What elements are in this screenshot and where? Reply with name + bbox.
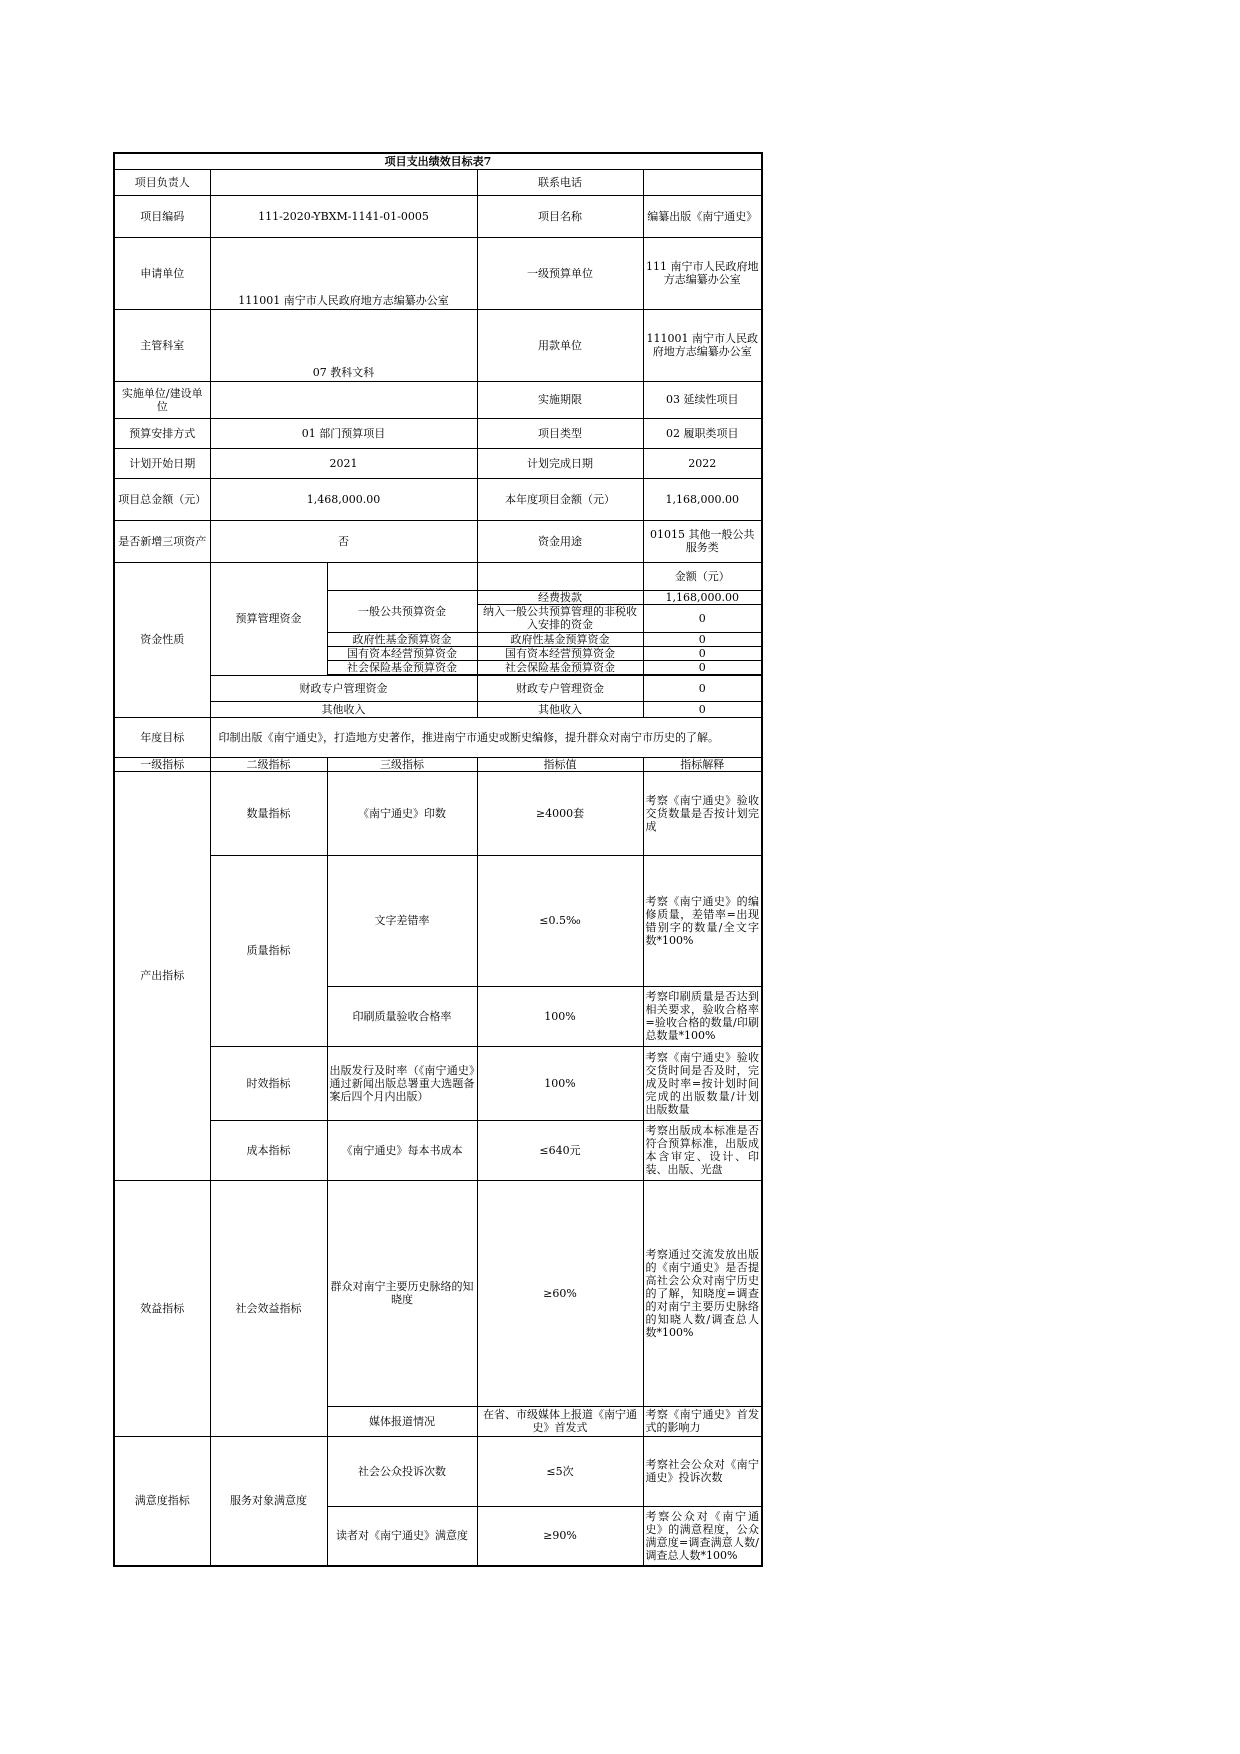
label-first-unit: 一级预算单位	[477, 237, 643, 309]
label-dept: 主管科室	[114, 309, 210, 381]
label-budget-mode: 预算安排方式	[114, 418, 210, 448]
label-impl-unit: 实施单位/建设单位	[114, 381, 210, 418]
indicator-note: 考察印刷质量是否达到相关要求，验收合格率=验收合格的数量/印刷总数量*100%	[643, 986, 762, 1046]
indicator-item: 出版发行及时率（《南宁通史》通过新闻出版总署重大选题备案后四个月内出版）	[327, 1046, 477, 1120]
value-year-total: 1,168,000.00	[643, 478, 762, 520]
label-satisfaction: 满意度指标	[114, 1436, 210, 1566]
value-phone	[643, 169, 762, 195]
indicator-note: 考察出版成本标准是否符合预算标准，出版成本含审定、设计、印装、出版、光盘	[643, 1120, 762, 1180]
label-year-total: 本年度项目金额（元）	[477, 478, 643, 520]
indicator-value: 100%	[477, 986, 643, 1046]
label-user-unit: 用款单位	[477, 309, 643, 381]
indicator-item: 《南宁通史》印数	[327, 771, 477, 855]
indicator-item: 社会公众投诉次数	[327, 1436, 477, 1506]
value-period: 03 延续性项目	[643, 381, 762, 418]
label-total: 项目总金额（元）	[114, 478, 210, 520]
fund-blank-b	[477, 562, 643, 590]
fund-row-category: 国有资本经营预算资金	[327, 646, 477, 660]
indicator-value: ≤640元	[477, 1120, 643, 1180]
indicator-item: 印刷质量验收合格率	[327, 986, 477, 1046]
fund-row-value: 0	[643, 604, 762, 632]
indicator-value: ≥4000套	[477, 771, 643, 855]
annual-goal-text: 印制出版《南宁通史》，打造地方史著作，推进南宁市通史或断史编修，提升群众对南宁市历史的了解。	[210, 717, 762, 757]
indicator-item: 媒体报道情况	[327, 1406, 477, 1436]
indicator-value: ≥60%	[477, 1180, 643, 1406]
value-end: 2022	[643, 448, 762, 478]
value-name: 编纂出版《南宁通史》	[643, 195, 762, 237]
indicator-note: 考察《南宁通史》首发式的影响力	[643, 1406, 762, 1436]
indicator-item: 读者对《南宁通史》满意度	[327, 1506, 477, 1566]
indicator-note: 考察社会公众对《南宁通史》投诉次数	[643, 1436, 762, 1506]
value-applicant: 111001 南宁市人民政府地方志编纂办公室	[210, 237, 477, 309]
indicator-value: 100%	[477, 1046, 643, 1120]
fund-row-value: 0	[643, 660, 762, 674]
label-timeliness: 时效指标	[210, 1046, 327, 1120]
fund-special-category: 财政专户管理资金	[210, 675, 477, 701]
indicator-value: ≤0.5‰	[477, 855, 643, 986]
label-cost: 成本指标	[210, 1120, 327, 1180]
label-quantity: 数量指标	[210, 771, 327, 855]
fund-row-label: 社会保险基金预算资金	[477, 660, 643, 674]
indicator-note: 考察《南宁通史》验收交货时间是否及时，完成及时率=按计划时间完成的出版数量/计划出版数量	[643, 1046, 762, 1120]
fund-row-label: 纳入一般公共预算管理的非税收入安排的资金	[477, 604, 643, 632]
value-manager	[210, 169, 477, 195]
value-impl-unit	[210, 381, 477, 418]
label-start: 计划开始日期	[114, 448, 210, 478]
fund-row-category: 政府性基金预算资金	[327, 632, 477, 646]
fund-row-value: 0	[643, 646, 762, 660]
label-budget-managed: 预算管理资金	[210, 562, 327, 675]
label-type: 项目类型	[477, 418, 643, 448]
value-new-asset: 否	[210, 520, 477, 562]
indicator-value: ≥90%	[477, 1506, 643, 1566]
performance-table	[113, 152, 763, 1567]
fund-row-value: 0	[643, 632, 762, 646]
fund-row-label: 政府性基金预算资金	[477, 632, 643, 646]
indicator-item: 文字差错率	[327, 855, 477, 986]
indicator-note: 考察《南宁通史》的编修质量，差错率=出现错别字的数量/全文字数*100%	[643, 855, 762, 986]
label-code: 项目编码	[114, 195, 210, 237]
header-value: 指标值	[477, 757, 643, 771]
fund-row-label: 经费拨款	[477, 590, 643, 604]
label-fund-nature: 资金性质	[114, 562, 210, 717]
value-dept: 07 教科文科	[210, 309, 477, 381]
label-manager: 项目负责人	[114, 169, 210, 195]
indicator-value: ≤5次	[477, 1436, 643, 1506]
indicator-value: 在省、市级媒体上报道《南宁通史》首发式	[477, 1406, 643, 1436]
header-level1: 一级指标	[114, 757, 210, 771]
value-start: 2021	[210, 448, 477, 478]
indicator-note: 考察《南宁通史》验收交货数量是否按计划完成	[643, 771, 762, 855]
fund-special-label: 财政专户管理资金	[477, 675, 643, 701]
performance-target-sheet	[113, 152, 761, 1600]
fund-other-value: 0	[643, 701, 762, 717]
fund-row-value: 1,168,000.00	[643, 590, 762, 604]
fund-row-label: 国有资本经营预算资金	[477, 646, 643, 660]
label-service: 服务对象满意度	[210, 1436, 327, 1566]
label-end: 计划完成日期	[477, 448, 643, 478]
fund-other-label: 其他收入	[477, 701, 643, 717]
label-phone: 联系电话	[477, 169, 643, 195]
header-level2: 二级指标	[210, 757, 327, 771]
value-type: 02 履职类项目	[643, 418, 762, 448]
fund-other-category: 其他收入	[210, 701, 477, 717]
label-annual-goal: 年度目标	[114, 717, 210, 757]
label-benefit: 效益指标	[114, 1180, 210, 1436]
value-budget-mode: 01 部门预算项目	[210, 418, 477, 448]
label-general-budget: 一般公共预算资金	[327, 590, 477, 632]
value-total: 1,468,000.00	[210, 478, 477, 520]
fund-amount-header: 金额（元）	[643, 562, 762, 590]
label-period: 实施期限	[477, 381, 643, 418]
fund-row-category: 社会保险基金预算资金	[327, 660, 477, 674]
value-user-unit: 111001 南宁市人民政府地方志编纂办公室	[643, 309, 762, 381]
value-use: 01015 其他一般公共服务类	[643, 520, 762, 562]
indicator-note: 考察通过交流发放出版的《南宁通史》是否提高社会公众对南宁历史的了解，知晓度=调查的对南宁主要历史脉络的知晓人数/调查总人数*100%	[643, 1180, 762, 1406]
header-note: 指标解释	[643, 757, 762, 771]
indicator-note: 考察公众对《南宁通史》的满意程度，公众满意度=调查满意人数/调查总人数*100%	[643, 1506, 762, 1566]
label-quality: 质量指标	[210, 855, 327, 1046]
fund-special-value: 0	[643, 675, 762, 701]
label-new-asset: 是否新增三项资产	[114, 520, 210, 562]
table-title: 项目支出绩效目标表7	[114, 153, 762, 169]
indicator-item: 《南宁通史》每本书成本	[327, 1120, 477, 1180]
label-name: 项目名称	[477, 195, 643, 237]
label-output: 产出指标	[114, 771, 210, 1180]
label-applicant: 申请单位	[114, 237, 210, 309]
label-social: 社会效益指标	[210, 1180, 327, 1436]
label-use: 资金用途	[477, 520, 643, 562]
indicator-item: 群众对南宁主要历史脉络的知晓度	[327, 1180, 477, 1406]
fund-blank-a	[327, 562, 477, 590]
value-first-unit: 111 南宁市人民政府地方志编纂办公室	[643, 237, 762, 309]
header-level3: 三级指标	[327, 757, 477, 771]
value-code: 111-2020-YBXM-1141-01-0005	[210, 195, 477, 237]
